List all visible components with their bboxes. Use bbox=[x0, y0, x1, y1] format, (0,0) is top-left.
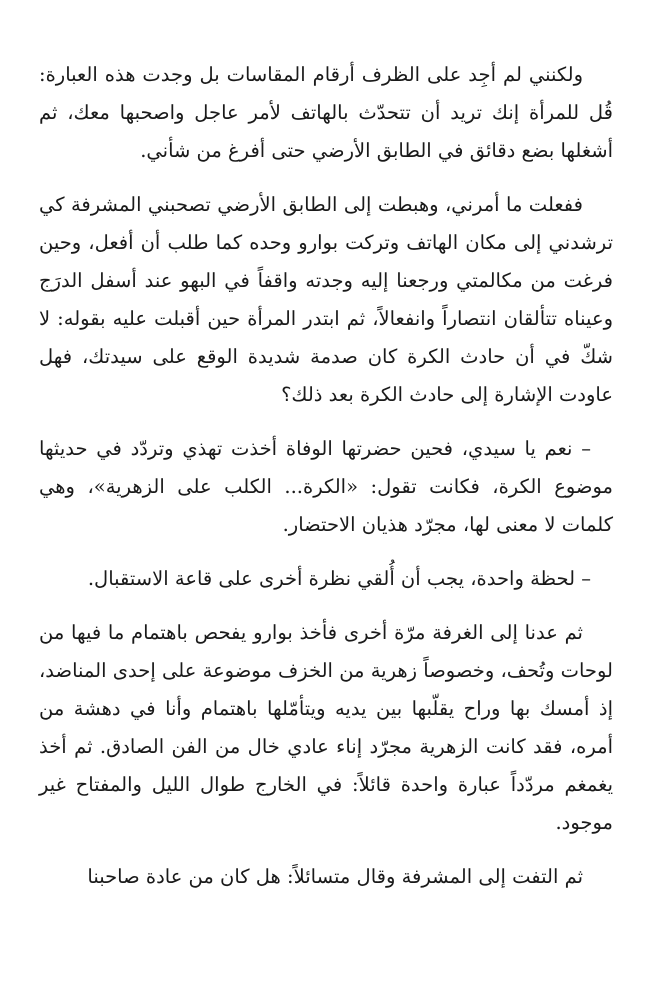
paragraph-dialogue-request: – لحظة واحدة، يجب أن أُلقي نظرة أخرى على قاعة الاستقبال. bbox=[87, 567, 591, 590]
paragraph-question: ثم التفت إلى المشرفة وقال متسائلاً: هل كان من عادة صاحبنا bbox=[87, 865, 583, 888]
paragraph-dialogue-reply: – نعم يا سيدي، فحين حضرتها الوفاة أخذت تهذي وتردّد في حديثها موضوع الكرة، فكانت تقول: «الكرة... الكلب على الزهرية»، وهي كلمات لا معنى لها، مجرّد هذيان الاحتضار. bbox=[39, 437, 613, 536]
paragraph-vase-inspection: ثم عدنا إلى الغرفة مرّة أخرى فأخذ بوارو يفحص باهتمام ما فيها من لوحات وتُحف، وخصوصاً زهرية من الخزف موضوعة على إحدى المناضد، إذ أمسك بها وراح يقلّبها بين يديه ويتأمّلها باهتمام وأنا في دهشة من أمره، فقد كانت الزهرية مجرّد إناء عادي خال من الفن الصادق. ثم أخذ يغمغم مردّداً عبارة واحدة قائلاً: في الخارج طوال الليل والمفتاح غير موجود. bbox=[39, 621, 613, 834]
book-page bbox=[39, 56, 613, 896]
paragraph-envelope-message: ولكنني لم أجِد على الظرف أرقام المقاسات بل وجدت هذه العبارة: قُل للمرأة إنك تريد أن تتحدّث بالهاتف لأمر عاجل واصحبها معك، ثم أشغلها بضع دقائق في الطابق الأرضي حتى أفرغ من شأني. bbox=[39, 63, 613, 162]
paragraph-phone-call: ففعلت ما أمرني، وهبطت إلى الطابق الأرضي تصحبني المشرفة كي ترشدني إلى مكان الهاتف وتركت بوارو وحده كما طلب أن أفعل، وحين فرغت من مكالمتي ورجعنا إليه وجدته واقفاً في البهو عند أسفل الدرَج وعيناه تتألقان انتصاراً وانفعالاً، ثم ابتدر المرأة حين أقبلت عليه بقوله: لا شكّ في أن حادث الكرة كان صدمة شديدة الوقع على سيدتك، فهل عاودت الإشارة إلى حادث الكرة بعد ذلك؟ bbox=[39, 193, 613, 406]
